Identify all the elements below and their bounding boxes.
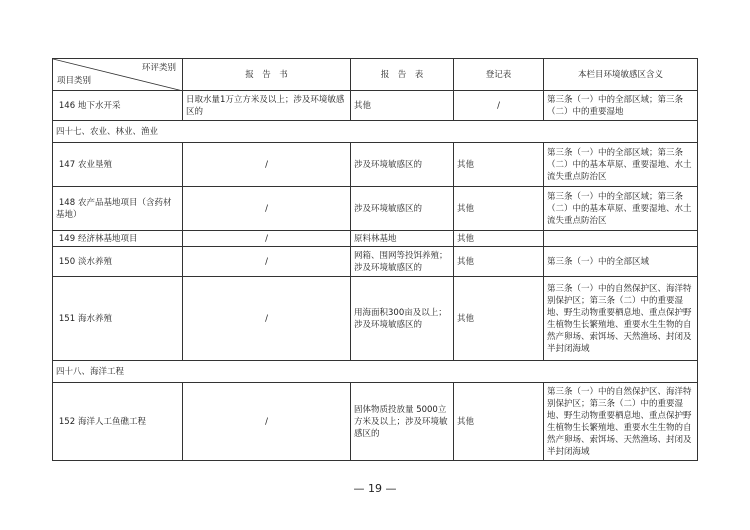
corner-label-env-category: 环评类别 bbox=[141, 63, 176, 73]
row-number: 151 bbox=[58, 313, 76, 324]
report-form-cell: 其他 bbox=[351, 91, 454, 121]
report-form-cell: 网箱、围网等投饵养殖；涉及环境敏感区的 bbox=[351, 247, 454, 277]
sensitive-area-cell: 第三条（一）中的全部区域 bbox=[544, 247, 698, 277]
environmental-category-table bbox=[52, 58, 698, 461]
header-registration: 登记表 bbox=[454, 59, 544, 91]
project-name: 地下水开采 bbox=[78, 100, 121, 111]
registration-cell: 其他 bbox=[454, 383, 544, 461]
section-row bbox=[53, 121, 698, 143]
section-title: 四十七、农业、林业、渔业 bbox=[53, 121, 698, 143]
project-cell bbox=[53, 383, 183, 461]
row-number: 150 bbox=[58, 256, 76, 267]
sensitive-area-cell: 第三条（一）中的全部区域；第三条（二）中的基本草原、重要湿地、水土流失重点防治区 bbox=[544, 143, 698, 187]
section-title: 四十八、海洋工程 bbox=[53, 361, 698, 383]
report-book-cell: / bbox=[183, 277, 351, 361]
project-name: 海水养殖 bbox=[78, 313, 113, 324]
registration-cell: 其他 bbox=[454, 247, 544, 277]
table-row bbox=[53, 231, 698, 247]
header-report-book: 报 告 书 bbox=[183, 59, 351, 91]
project-name: 海洋人工鱼礁工程 bbox=[78, 416, 147, 427]
table-row bbox=[53, 277, 698, 361]
report-book-cell: / bbox=[183, 247, 351, 277]
project-name: 农业垦殖 bbox=[78, 159, 113, 170]
registration-cell: 其他 bbox=[454, 187, 544, 231]
project-cell bbox=[53, 91, 183, 121]
header-report-form: 报 告 表 bbox=[351, 59, 454, 91]
corner-header-cell bbox=[53, 59, 183, 91]
registration-cell: 其他 bbox=[454, 277, 544, 361]
registration-cell: / bbox=[454, 91, 544, 121]
table-body bbox=[53, 91, 698, 461]
sensitive-area-cell: 第三条（一）中的全部区域；第三条（二）中的重要湿地 bbox=[544, 91, 698, 121]
report-form-cell: 原料林基地 bbox=[351, 231, 454, 247]
sensitive-area-cell: 第三条（一）中的自然保护区、海洋特别保护区；第三条（二）中的重要湿地、野生动物重要栖息地、重点保护野生植物生长繁殖地、重要水生生物的自然产卵场、索饵场、天然渔场、封闭及半封闭海域 bbox=[544, 277, 698, 361]
row-number: 152 bbox=[58, 416, 76, 427]
row-number: 147 bbox=[58, 159, 76, 170]
header-sensitive-area: 本栏目环境敏感区含义 bbox=[544, 59, 698, 91]
report-book-cell: / bbox=[183, 383, 351, 461]
table-row bbox=[53, 383, 698, 461]
corner-label-project-category: 项目类别 bbox=[57, 76, 92, 86]
project-name: 经济林基地项目 bbox=[78, 233, 138, 244]
report-form-cell: 涉及环境敏感区的 bbox=[351, 187, 454, 231]
report-book-cell: / bbox=[183, 143, 351, 187]
project-name: 农产品基地项目（含药材基地） bbox=[56, 197, 172, 220]
project-cell bbox=[53, 277, 183, 361]
row-number: 146 bbox=[58, 100, 76, 111]
report-form-cell: 用海面积300亩及以上；涉及环境敏感区的 bbox=[351, 277, 454, 361]
report-form-cell: 固体物质投放量 5000立方米及以上；涉及环境敏感区的 bbox=[351, 383, 454, 461]
project-cell bbox=[53, 143, 183, 187]
project-cell bbox=[53, 247, 183, 277]
page-number: — 19 — bbox=[353, 482, 397, 495]
report-book-cell: / bbox=[183, 187, 351, 231]
section-row bbox=[53, 361, 698, 383]
table-row bbox=[53, 91, 698, 121]
table-row bbox=[53, 187, 698, 231]
registration-cell: 其他 bbox=[454, 143, 544, 187]
sensitive-area-cell bbox=[544, 231, 698, 247]
project-name: 淡水养殖 bbox=[78, 256, 113, 267]
table-row bbox=[53, 143, 698, 187]
report-book-cell: / bbox=[183, 231, 351, 247]
row-number: 148 bbox=[58, 197, 76, 208]
project-cell bbox=[53, 231, 183, 247]
report-book-cell: 日取水量1万立方米及以上；涉及环境敏感区的 bbox=[183, 91, 351, 121]
project-cell bbox=[53, 187, 183, 231]
sensitive-area-cell: 第三条（一）中的自然保护区、海洋特别保护区；第三条（二）中的重要湿地、野生动物重要栖息地、重点保护野生植物生长繁殖地、重要水生生物的自然产卵场、索饵场、天然渔场、封闭及半封闭海域 bbox=[544, 383, 698, 461]
registration-cell: 其他 bbox=[454, 231, 544, 247]
sensitive-area-cell: 第三条（一）中的全部区域；第三条（二）中的基本草原、重要湿地、水土流失重点防治区 bbox=[544, 187, 698, 231]
table-row bbox=[53, 247, 698, 277]
report-form-cell: 涉及环境敏感区的 bbox=[351, 143, 454, 187]
row-number: 149 bbox=[58, 233, 76, 244]
